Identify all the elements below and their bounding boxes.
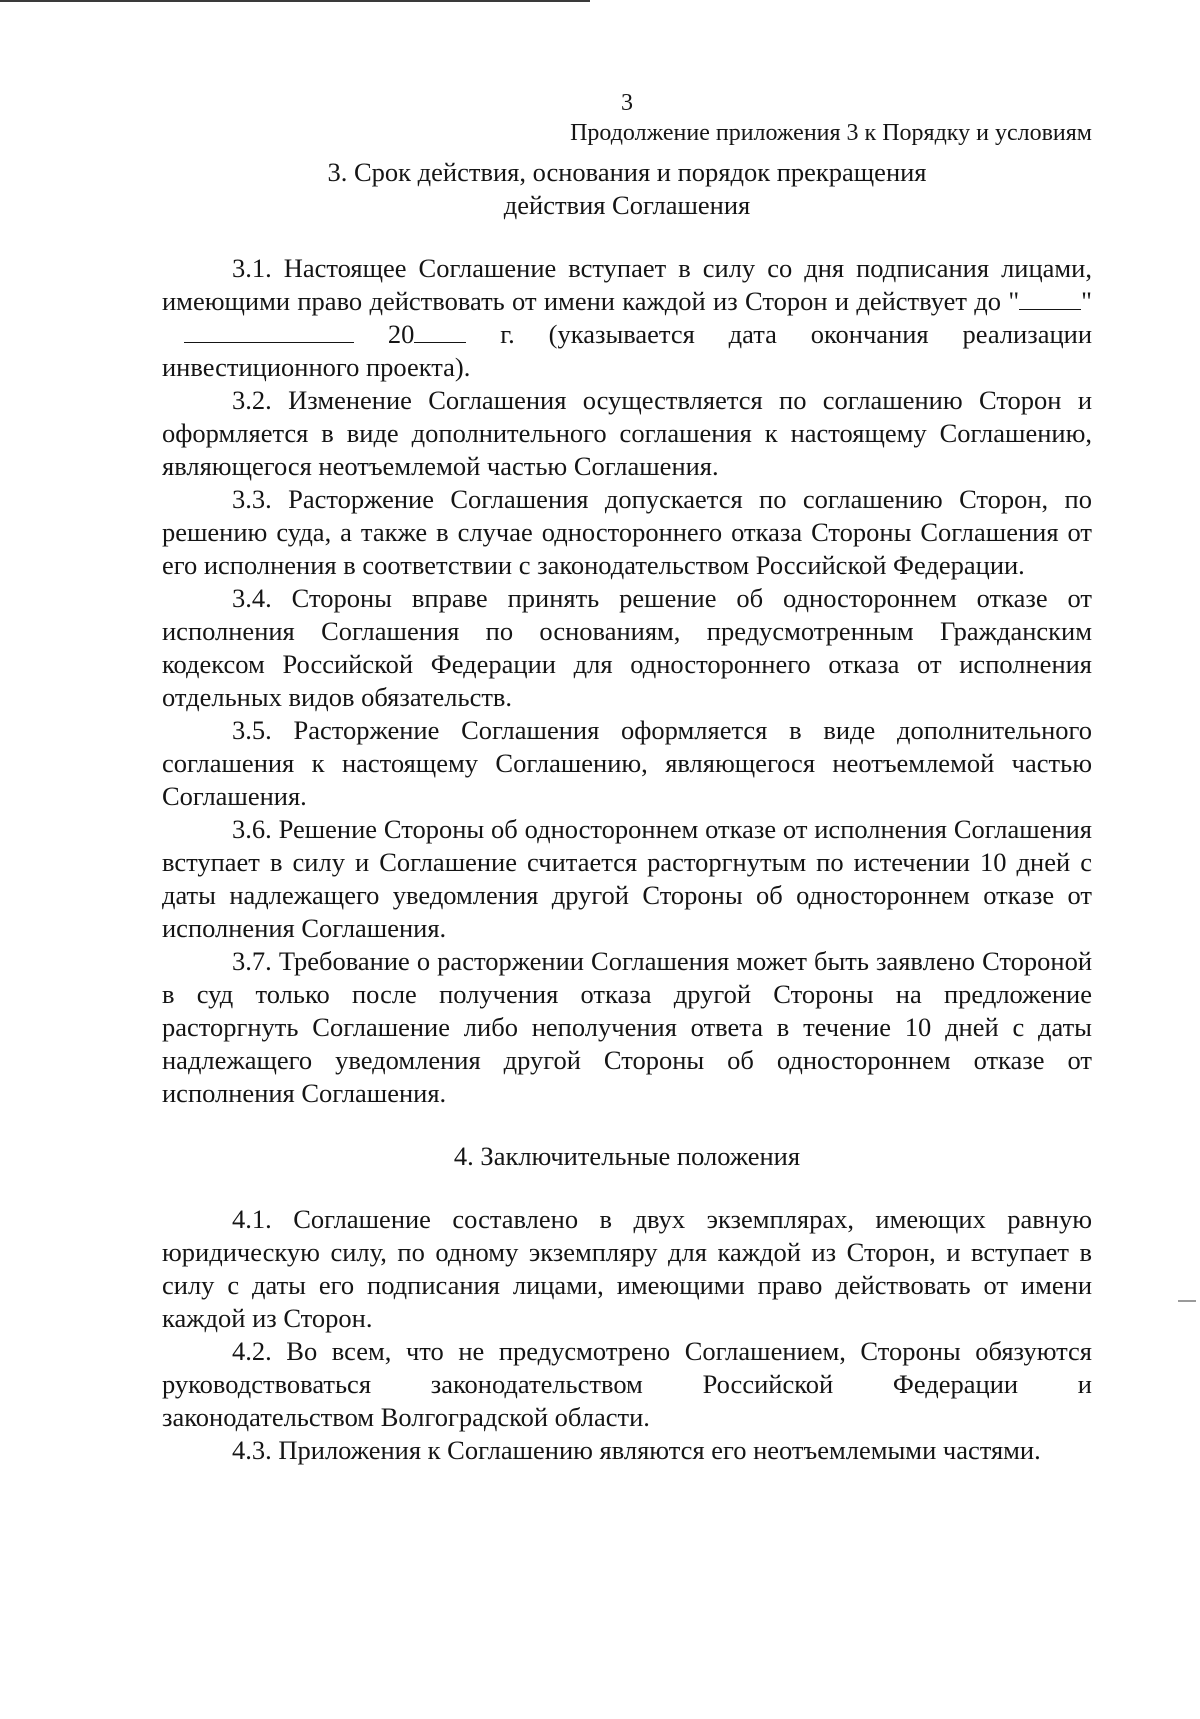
clause-3-1-text-end: г. (указывается дата окончания реализации инвестиционного проекта).: [162, 319, 1093, 382]
section-3-title: [162, 156, 1092, 222]
page-number: 3: [621, 90, 633, 116]
section-4-title: 4. Заключительные положения: [453, 1141, 801, 1171]
clause-3-3: 3.3. Расторжение Соглашения допускается по соглашению Сторон, по решению суда, а также в случае одностороннего отказа Стороны Соглашения от его исполнения в соответствии с законодательством Российской Федерации.: [162, 484, 1092, 580]
clause-3-1-text-start: 3.1. Настоящее Соглашение вступает в силу со дня подписания лицами, имеющими право действовать от имени каждой из Сторон и действует до ": [162, 253, 1092, 316]
clause-3-2: 3.2. Изменение Соглашения осуществляется по соглашению Сторон и оформляется в виде дополнительного соглашения к настоящему Соглашению, являющегося неотъемлемой частью Соглашения.: [162, 385, 1092, 481]
document-page: [162, 88, 1092, 1467]
clause-3-4: 3.4. Стороны вправе принять решение об одностороннем отказе от исполнения Соглашения по основаниям, предусмотренным Гражданским кодексом Российской Федерации для одностороннего отказа от исполнения отдельных видов обязательств.: [162, 583, 1092, 712]
clause-3-5: 3.5. Расторжение Соглашения оформляется в виде дополнительного соглашения к настоящему Соглашению, являющегося неотъемлемой частью Соглашения.: [162, 715, 1092, 811]
date-year-blank: [414, 320, 466, 343]
appendix-continuation-note: Продолжение приложения 3 к Порядку и условиям: [570, 120, 1092, 146]
date-day-blank: [1019, 287, 1081, 310]
section-3-title-line-2: действия Соглашения: [503, 190, 751, 220]
scan-top-edge-line: [0, 0, 590, 2]
date-month-blank: [184, 320, 354, 343]
clause-3-6: 3.6. Решение Стороны об одностороннем отказе от исполнения Соглашения вступает в силу и Соглашение считается расторгнутым по истечении 10 дней с даты надлежащего уведомления другой Стороны об одностороннем отказе от исполнения Соглашения.: [162, 814, 1092, 943]
clause-3-1-year-prefix: 20: [387, 319, 415, 349]
section-3-title-line-1: 3. Срок действия, основания и порядок прекращения: [327, 157, 927, 187]
clause-3-7: 3.7. Требование о расторжении Соглашения может быть заявлено Стороной в суд только после получения отказа другой Стороны на предложение расторгнуть Соглашение либо неполучения ответа в течение 10 дней с даты надлежащего уведомления другой Стороны об одностороннем отказе от исполнения Соглашения.: [162, 946, 1092, 1108]
clause-4-3: 4.3. Приложения к Соглашению являются его неотъемлемыми частями.: [232, 1435, 1041, 1465]
clause-4-2: 4.2. Во всем, что не предусмотрено Соглашением, Стороны обязуются руководствоваться законодательством Российской Федерации и законодательством Волгоградской области.: [162, 1336, 1092, 1432]
clause-4-1: 4.1. Соглашение составлено в двух экземплярах, имеющих равную юридическую силу, по одному экземпляру для каждой из Сторон, и вступает в силу с даты его подписания лицами, имеющими право действовать от имени каждой из Сторон.: [162, 1204, 1092, 1333]
scan-margin-mark: [1178, 1300, 1196, 1302]
clause-3-1-quote-close: ": [1081, 286, 1092, 316]
clause-3-1: [162, 252, 1092, 384]
